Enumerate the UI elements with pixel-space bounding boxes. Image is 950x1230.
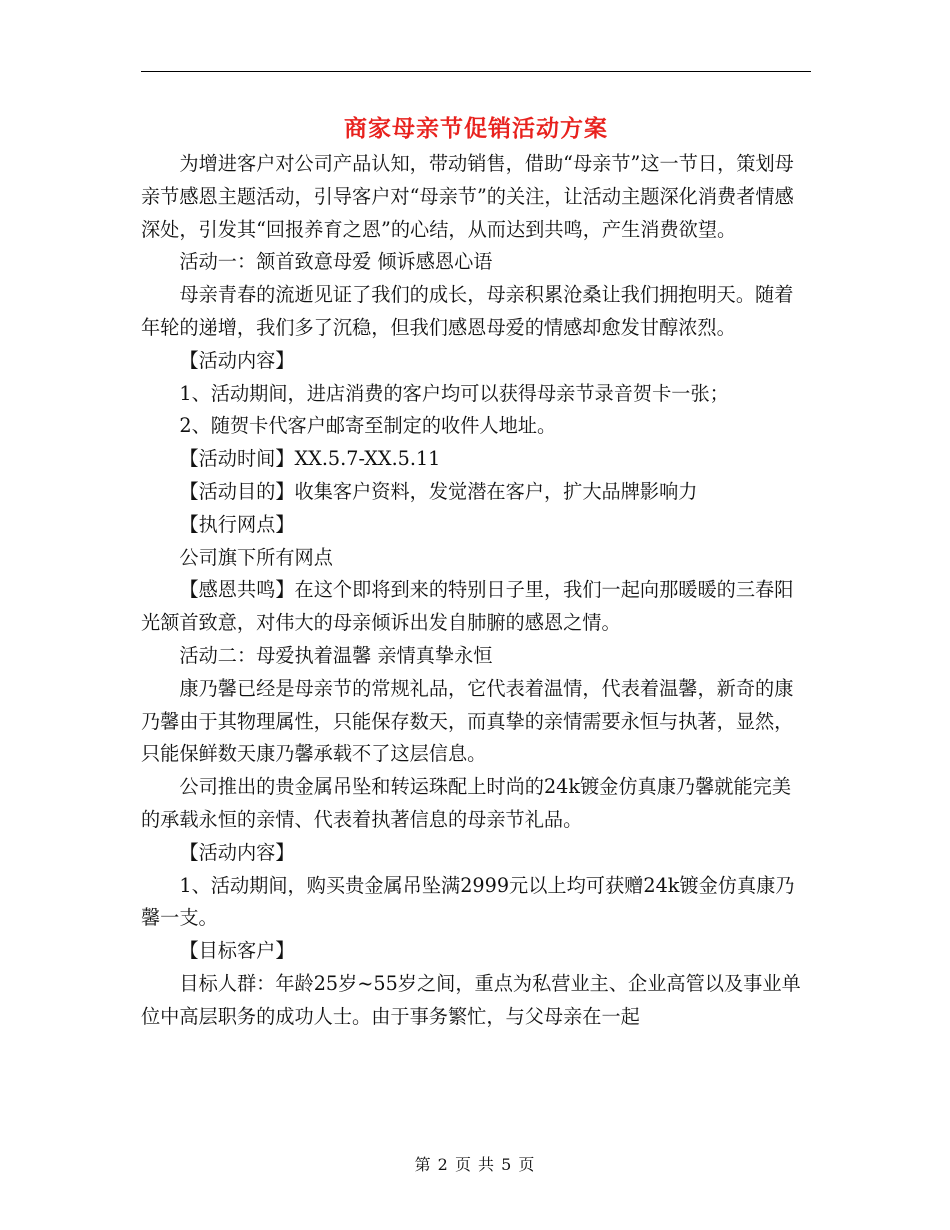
header-rule bbox=[141, 71, 811, 72]
paragraph-activity-goal: 【活动目的】收集客户资料，发觉潜在客户，扩大品牌影响力 bbox=[179, 479, 698, 503]
paragraph-activity-time: 【活动时间】XX.5.7-XX.5.11 bbox=[179, 447, 441, 471]
paragraph-carnation: 康乃馨已经是母亲节的常规礼品，它代表着温情，代表着温馨，新奇的康乃馨由于其物理属性，只能保存数天，而真挚的亲情需要永恒与执著，显然，只能保鲜数天康乃馨承载不了这层信息。 bbox=[141, 676, 794, 766]
paragraph-activity-2-content-label: 【活动内容】 bbox=[179, 840, 295, 864]
paragraph-activity-2-content-1: 1、活动期间，购买贵金属吊坠满2999元以上均可获赠24k镀金仿真康乃馨一支。 bbox=[141, 873, 795, 930]
paragraph-gratitude: 【感恩共鸣】在这个即将到来的特别日子里，我们一起向那暖暖的三春阳光颔首致意，对伟大的母亲倾诉出发自肺腑的感恩之情。 bbox=[141, 578, 794, 635]
paragraph-outlet-label: 【执行网点】 bbox=[179, 512, 295, 536]
document-body bbox=[141, 148, 801, 1034]
paragraph-outlet-value: 公司旗下所有网点 bbox=[179, 545, 333, 569]
paragraph-target-label: 【目标客户】 bbox=[179, 939, 295, 963]
page-footer: 第 2 页 共 5 页 bbox=[414, 1155, 536, 1174]
paragraph-activity-2-heading: 活动二：母爱执着温馨 亲情真挚永恒 bbox=[179, 643, 493, 667]
paragraph-activity-content-1: 1、活动期间，进店消费的客户均可以获得母亲节录音贺卡一张； bbox=[179, 381, 729, 405]
paragraph-activity-content-2: 2、随贺卡代客户邮寄至制定的收件人地址。 bbox=[179, 414, 557, 438]
paragraph-target-audience: 目标人群：年龄25岁~55岁之间，重点为私营业主、企业高管以及事业单位中高层职务的成功人士。由于事务繁忙，与父母亲在一起 bbox=[141, 971, 801, 1028]
document-title: 商家母亲节促销活动方案 bbox=[344, 115, 608, 142]
paragraph-activity-1-intro: 母亲青春的流逝见证了我们的成长，母亲积累沧桑让我们拥抱明天。随着年轮的递增，我们多了沉稳，但我们感恩母爱的情感却愈发甘醇浓烈。 bbox=[141, 283, 794, 339]
paragraph-activity-1-heading: 活动一：颔首致意母爱 倾诉感恩心语 bbox=[179, 250, 493, 274]
paragraph-intro: 为增进客户对公司产品认知，带动销售，借助“母亲节”这一节日，策划母亲节感恩主题活动，引导客户对“母亲节”的关注，让活动主题深化消费者情感深处，引发其“回报养育之恩”的心结，从而达到共鸣，产生消费欲望。 bbox=[141, 152, 794, 241]
paragraph-pendant: 公司推出的贵金属吊坠和转运珠配上时尚的24k镀金仿真康乃馨就能完美的承载永恒的亲情、代表着执著信息的母亲节礼品。 bbox=[141, 775, 792, 831]
paragraph-activity-content-label: 【活动内容】 bbox=[179, 348, 295, 372]
